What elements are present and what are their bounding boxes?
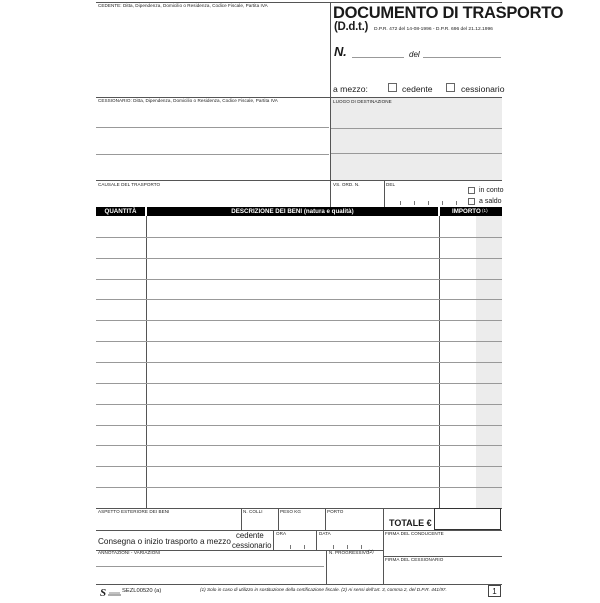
conducente-label: FIRMA DEL CONDUCENTE [385, 531, 444, 536]
form-code: SEZL00520 (a) [122, 588, 162, 594]
recipient-line-1[interactable] [96, 127, 329, 128]
data-tick [333, 545, 334, 549]
in-conto-checkbox[interactable] [468, 187, 475, 194]
desc-header: DESCRIZIONE DEI BENI (natura e qualità) [147, 207, 438, 216]
footer-bottom-border [96, 584, 502, 585]
consegna-cessionario: cessionario [232, 541, 272, 550]
progressivo-divider [326, 550, 327, 584]
porto-label: PORTO [327, 509, 344, 514]
table-row-line [96, 341, 502, 342]
date-tick [456, 201, 457, 205]
data-divider [316, 530, 317, 550]
destination-line-1 [331, 128, 502, 129]
page-number: 1 [488, 585, 501, 597]
footer-note: (1) Solo in caso di utilizzo in sostituzione della certificazione fiscale. (2) Ai sensi dell'art. 3, comma 2, del D.P.R. 441/97. [200, 587, 447, 592]
destination-label: LUOGO DI DESTINAZIONE [333, 99, 392, 104]
colli-divider [241, 508, 242, 530]
consegna-label: Consegna o inizio trasporto a mezzo [98, 537, 231, 546]
ordine-divider [384, 180, 385, 207]
document-subtitle: (D.d.t.) [334, 21, 369, 33]
date-tick [442, 201, 443, 205]
table-row-line [96, 237, 502, 238]
colli-label: N. COLLI [243, 509, 263, 514]
progressivo-label: N. PROGRESSIVO [329, 550, 370, 555]
table-row-line [96, 466, 502, 467]
consegna-cedente: cedente [236, 531, 264, 540]
annotazioni-label: ANNOTAZIONI - VARIAZIONI [98, 550, 161, 555]
mezzo-cedente-checkbox[interactable] [388, 83, 397, 92]
publisher-logo-mark [100, 586, 122, 598]
table-row-line [96, 362, 502, 363]
qty-header: QUANTITÀ [96, 207, 145, 216]
number-field[interactable] [352, 57, 404, 58]
table-row-line [96, 279, 502, 280]
date-tick [428, 201, 429, 205]
svg-text:S: S [100, 587, 107, 598]
mezzo-cessionario-checkbox[interactable] [446, 83, 455, 92]
date-field[interactable] [423, 57, 501, 58]
table-row-line [96, 487, 502, 488]
ora-tick [304, 545, 305, 549]
transport-top-border [96, 180, 502, 181]
ordine-label: VS. ORD. N. [333, 182, 360, 187]
destination-line-2 [331, 153, 502, 154]
table-row-line [96, 320, 502, 321]
mezzo-cedente-label: cedente [402, 84, 433, 94]
table-row-line [96, 258, 502, 259]
progressivo-note: (2) [368, 549, 374, 554]
destination-area[interactable] [331, 98, 502, 180]
aspetto-label: ASPETTO ESTERIORE DEI BENI [98, 509, 170, 514]
date-tick [400, 201, 401, 205]
amount-header: IMPORTO [452, 208, 481, 215]
amount-note: (1) [482, 208, 488, 213]
publisher-logo [100, 585, 122, 597]
sender-label: CEDENTE: Ditta, Dipendenza, Domicilio o Residenza, Codice Fiscale, Partita IVA [98, 3, 268, 8]
recipient-divider [330, 97, 331, 209]
amount-header-bar [440, 207, 502, 216]
annotazioni-line[interactable] [96, 566, 324, 567]
table-row-line [96, 425, 502, 426]
totale-field[interactable] [434, 508, 501, 530]
dpr-reference: D.P.R. 472 del 14-08-1996 - D.P.R. 696 del 21.12.1996 [374, 27, 493, 32]
mezzo-cessionario-label: cessionario [461, 84, 505, 94]
peso-label: PESO KG [280, 509, 302, 514]
ora-tick [290, 545, 291, 549]
totale-divider [383, 508, 384, 584]
totale-label: TOTALE € [389, 518, 432, 528]
document-title: DOCUMENTO DI TRASPORTO [333, 4, 564, 22]
date-label: del [409, 50, 420, 59]
recipient-label: CESSIONARIO: Ditta, Dipendenza, Domicilio o Residenza, Codice Fiscale, Partita IVA [98, 98, 278, 103]
ora-label: ORA [276, 531, 287, 536]
table-row-line [96, 383, 502, 384]
mezzo-label: a mezzo: [333, 84, 368, 94]
cessionario-firma-label: FIRMA DEL CESSIONARIO [385, 557, 444, 562]
recipient-line-2[interactable] [96, 154, 329, 155]
causale-label: CAUSALE DEL TRASPORTO [98, 182, 161, 187]
in-conto-label: in conto [479, 187, 504, 194]
ordine-date-label: DEL [386, 182, 396, 187]
table-row-line [96, 299, 502, 300]
porto-divider [325, 508, 326, 530]
a-saldo-label: a saldo [479, 198, 502, 205]
header-divider [330, 2, 331, 97]
number-label: N. [334, 44, 347, 59]
data-label: DATA [319, 531, 331, 536]
date-tick [414, 201, 415, 205]
table-row-line [96, 404, 502, 405]
data-tick [347, 545, 348, 549]
ora-divider [273, 530, 274, 550]
a-saldo-checkbox[interactable] [468, 198, 475, 205]
table-row-line [96, 445, 502, 446]
data-tick [361, 545, 362, 549]
peso-divider [278, 508, 279, 530]
